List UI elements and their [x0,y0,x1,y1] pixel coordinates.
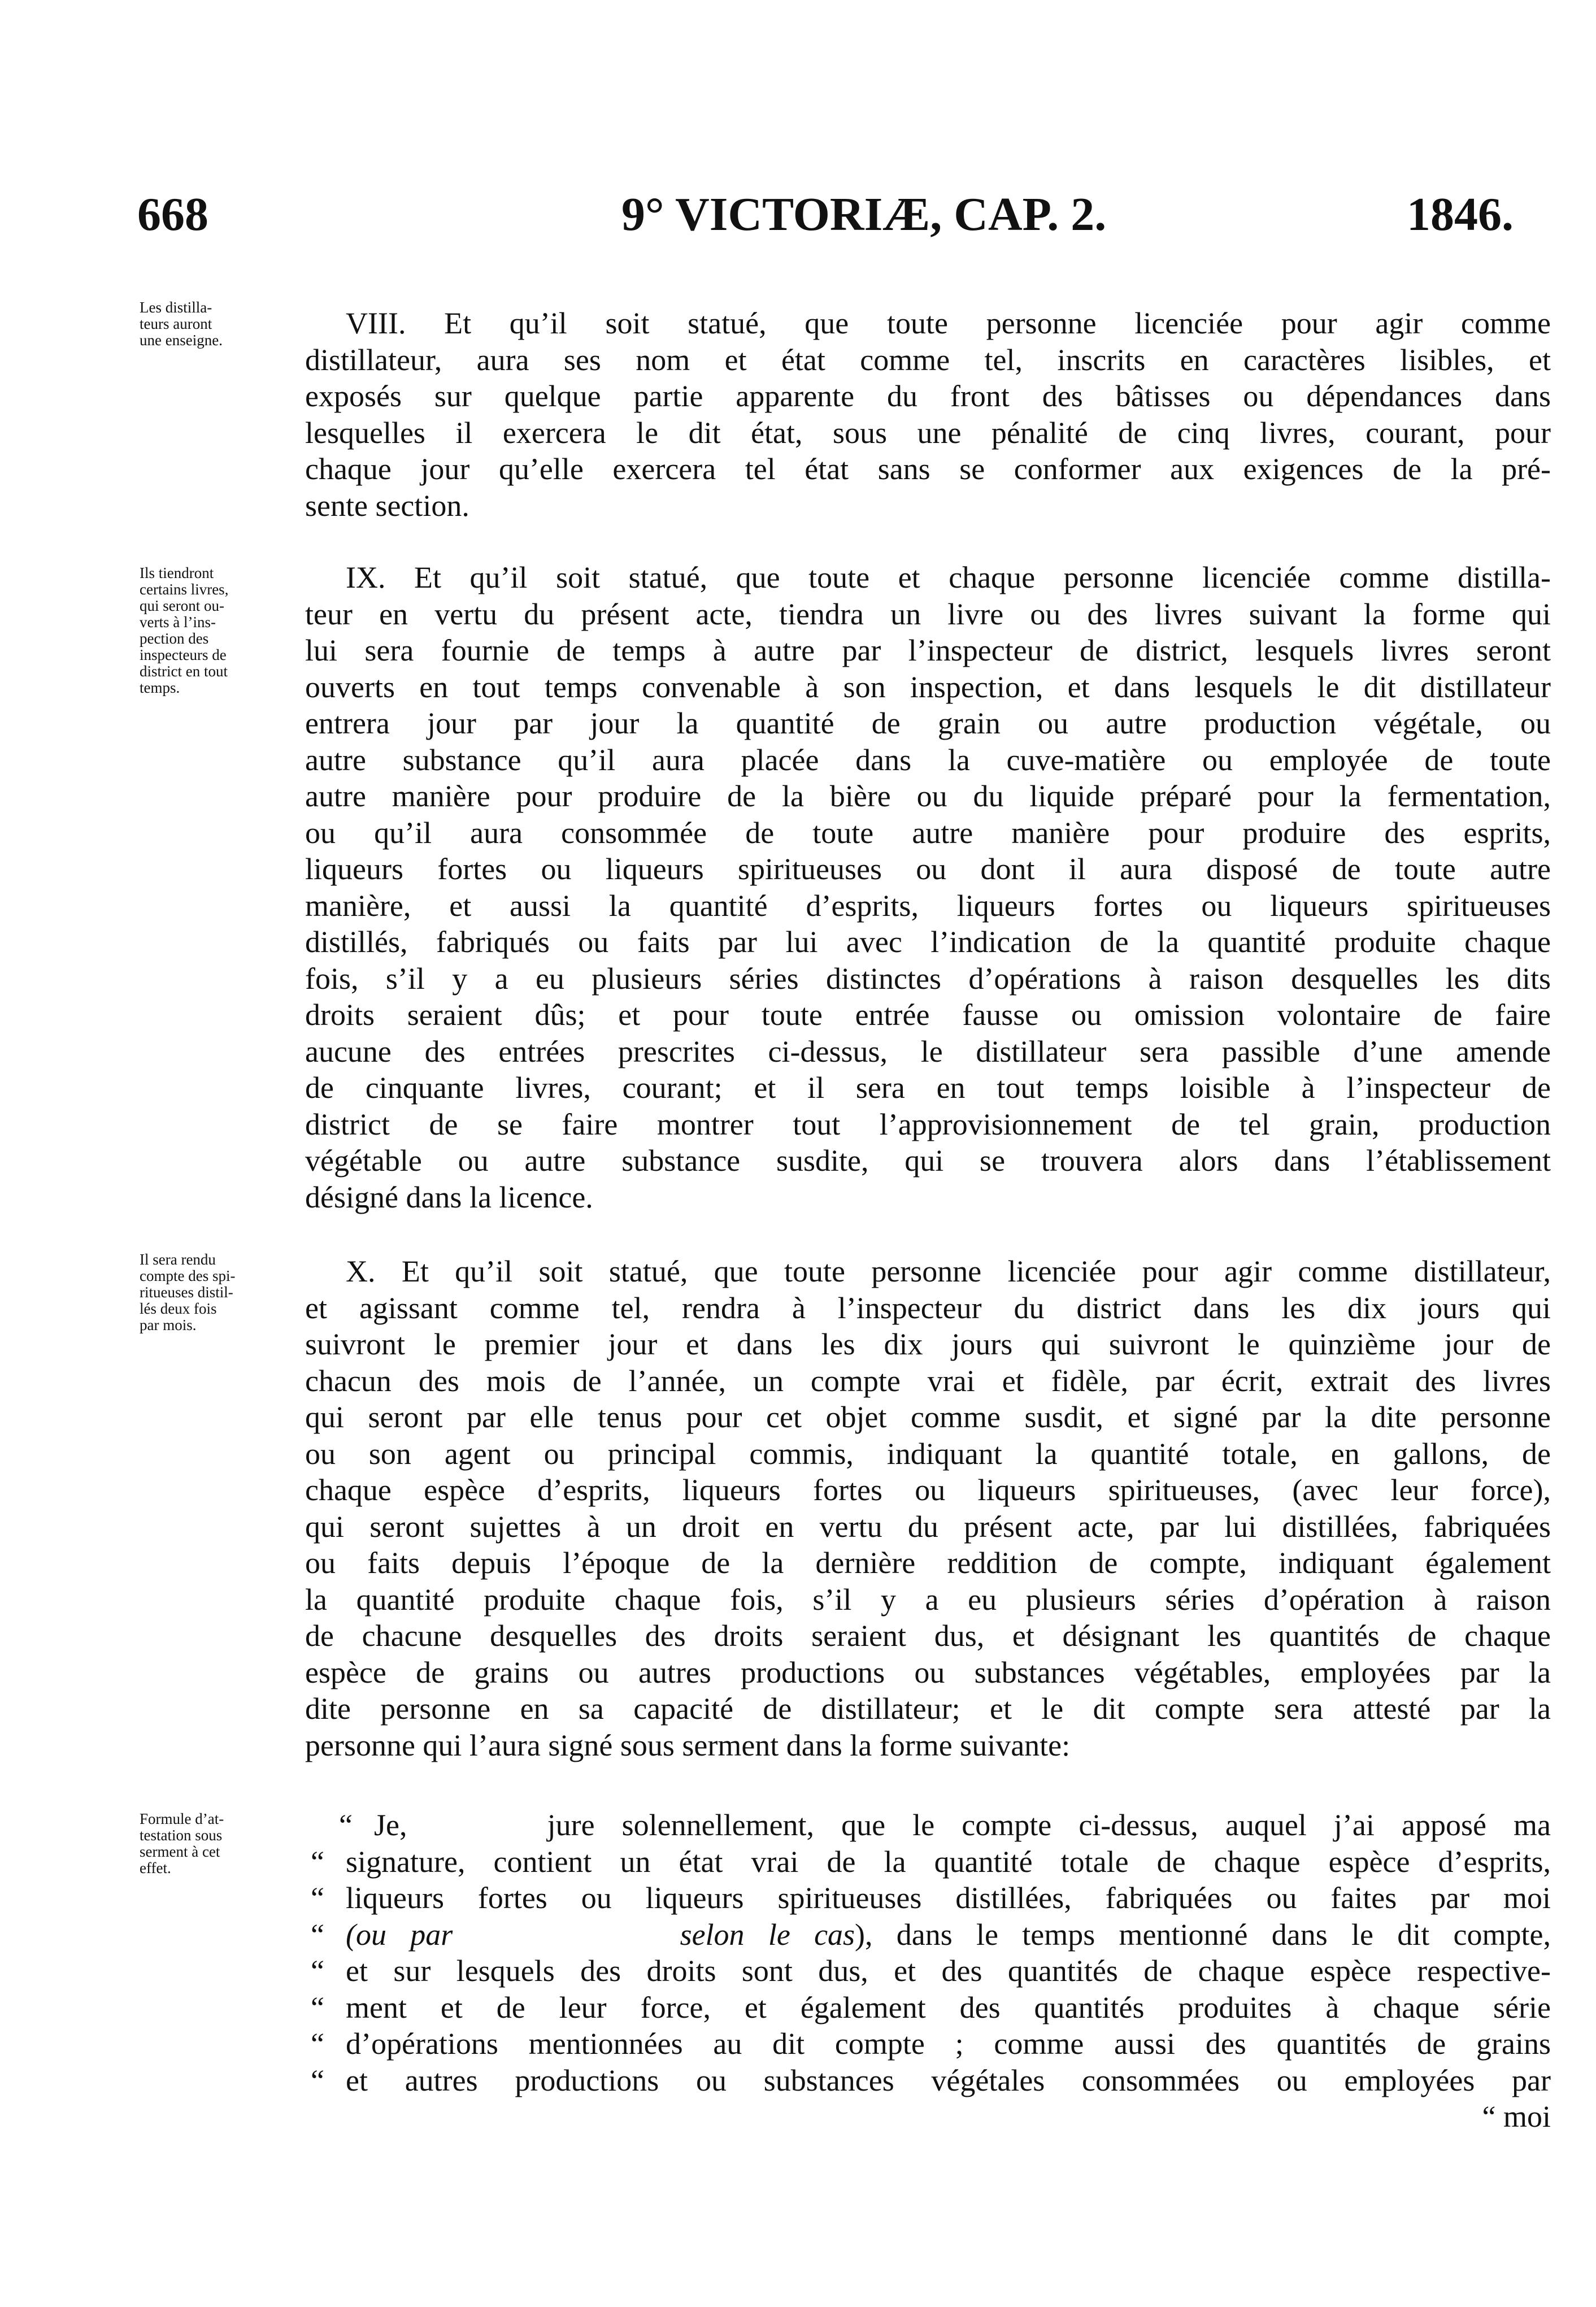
text-line: chaque espèce d’esprits, liqueurs fortes ou liqueurs spiritueuses, (avec leur force), [305,1473,1551,1507]
year: 1846. [1407,188,1514,241]
section-ix [305,559,1551,1215]
text-line: lesquelles il exercera le dit état, sous une pénalité de cinq livres, courant, pour [305,415,1551,450]
margin-note [140,565,292,696]
text-line: X. Et qu’il soit statué, que toute personne licenciée pour agir comme distillateur, [346,1254,1551,1288]
text-segment: Je, [374,1808,407,1842]
text-line: aucune des entrées prescrites ci-dessus, le distillateur sera passible d’une amende [305,1034,1551,1068]
text-line: IX. Et qu’il soit statué, que toute et chaque personne licenciée comme distilla- [346,561,1551,594]
running-title: 9° VICTORIÆ, CAP. 2. [621,188,1107,241]
text-line: autre substance qu’il aura placée dans la cuve-matière ou employée de toute [305,742,1551,777]
quote-mark: “ [311,1917,324,1952]
text-line: personne qui l’aura signé sous serment dans la forme suivante: [305,1728,1071,1762]
margin-note-line: Ils tiendront [140,564,214,581]
section-viii [305,305,1551,524]
margin-note-line: certains livres, [140,581,229,598]
quote-mark: “ [311,1954,324,1988]
text-line: autre manière pour produire de la bière ou du liquide préparé pour la fermentation, [305,779,1551,813]
section-x [305,1253,1551,1763]
margin-note-line: lés deux fois [140,1300,217,1317]
text-line: entrera jour par jour la quantité de grain ou autre production végétale, ou [305,706,1551,740]
text-segment: ), dans le temps mentionné dans le dit compte, [855,1917,1551,1952]
text-line: la quantité produite chaque fois, s’il y a eu plusieurs séries d’opération à raison [305,1582,1551,1617]
margin-note-line: testation sous [140,1827,223,1844]
margin-note [140,1252,292,1333]
text-line: sente section. [305,488,469,523]
text-line: végétable ou autre substance susdite, qui se trouvera alors dans l’établissement [305,1144,1551,1178]
margin-note-line: teurs auront [140,315,212,332]
text-line: ou qu’il aura consommée de toute autre manière pour produire des esprits, [305,815,1551,850]
quote-mark: “ [311,1844,324,1879]
margin-note-line: qui seront ou- [140,597,224,614]
margin-note-line: Il sera rendu [140,1251,216,1268]
page-number: 668 [137,188,208,241]
text-line: liqueurs fortes ou liqueurs spiritueuses ou dont il aura disposé de toute autre [305,852,1551,886]
margin-note-line: effet. [140,1859,171,1876]
catchword: “ moi [1482,2100,1551,2134]
text-line: ou faits depuis l’époque de la dernière reddition de compte, indiquant également [305,1546,1551,1580]
margin-note [140,299,292,349]
margin-note-line: une enseigne. [140,332,223,349]
margin-note-line: Les distilla- [140,299,212,316]
text-line: teur en vertu du présent acte, tiendra un livre ou des livres suivant la forme qui [305,597,1551,631]
margin-note-line: district en tout [140,663,228,680]
text-line: distillés, fabriqués ou faits par lui avec l’indication de la quantité produite chaque [305,925,1551,959]
text-line [374,1807,1551,1844]
margin-note-line: compte des spi- [140,1267,236,1284]
text-line: signature, contient un état vrai de la quantité totale de chaque espèce d’esprits, [346,1844,1551,1879]
quote-mark: “ [339,1808,353,1842]
text-line: ouverts en tout temps convenable à son inspection, et dans lesquels le dit distillateur [305,670,1551,704]
text-line: ment et de leur force, et également des quantités produites à chaque série [346,1990,1551,2024]
text-segment: selon le cas [680,1917,855,1952]
text-line: exposés sur quelque partie apparente du front des bâtisses ou dépendances dans [305,379,1551,413]
margin-note [140,1811,292,1876]
text-line: espèce de grains ou autres productions ou substances végétables, employées par la [305,1655,1551,1689]
text-line: de cinquante livres, courant; et il sera en tout temps loisible à l’inspecteur de [305,1071,1551,1105]
text-line: désigné dans la licence. [305,1180,593,1214]
margin-note-line: ritueuses distil- [140,1284,233,1301]
text-line: qui seront par elle tenus pour cet objet comme susdit, et signé par la dite personne [305,1400,1551,1434]
text-line: et sur lesquels des droits sont dus, et des quantités de chaque espèce respective- [346,1954,1551,1988]
text-line [346,1917,1551,1953]
text-line: qui seront sujettes à un droit en vertu du présent acte, par lui distillées, fabriquées [305,1509,1551,1544]
quote-mark: “ [311,1881,324,1915]
margin-note-line: par mois. [140,1317,197,1333]
text-line: chacun des mois de l’année, un compte vrai et fidèle, par écrit, extrait des livres [305,1363,1551,1398]
text-segment: jure solennellement, que le compte ci-dessus, auquel j’ai apposé ma [547,1808,1551,1842]
margin-note-line: Formule d’at- [140,1810,224,1827]
margin-note-line: verts à l’ins- [140,614,216,631]
text-line: chaque jour qu’elle exercera tel état sans se conformer aux exigences de la pré- [305,452,1551,486]
quote-mark: “ [311,2063,324,2097]
text-line: et agissant comme tel, rendra à l’inspecteur du district dans les dix jours qui [305,1291,1551,1325]
margin-note-line: temps. [140,679,180,696]
text-line: distillateur, aura ses nom et état comme tel, inscrits en caractères lisibles, et [305,342,1551,377]
text-line: d’opérations mentionnées au dit compte ; comme aussi des quantités de grains [346,2027,1551,2061]
text-line: et autres productions ou substances végétales consommées ou employées par [346,2063,1551,2097]
margin-note-line: serment à cet [140,1843,220,1860]
quote-mark: “ [311,2027,324,2061]
text-line: ou son agent ou principal commis, indiquant la quantité totale, en gallons, de [305,1436,1551,1471]
text-line: district de se faire montrer tout l’approvisionnement de tel grain, production [305,1107,1551,1141]
text-line: de chacune desquelles des droits seraient dus, et désignant les quantités de chaque [305,1619,1551,1653]
margin-note-line: pection des [140,630,209,647]
text-line: liqueurs fortes ou liqueurs spiritueuses distillées, fabriquées ou faites par moi [346,1881,1551,1915]
text-line: dite personne en sa capacité de distillateur; et le dit compte sera attesté par la [305,1692,1551,1726]
oath-formula [311,1807,1551,2135]
text-line: droits seraient dûs; et pour toute entrée fausse ou omission volontaire de faire [305,998,1551,1032]
text-line: manière, et aussi la quantité d’esprits, liqueurs fortes ou liqueurs spiritueuses [305,888,1551,923]
text-line: lui sera fournie de temps à autre par l’inspecteur de district, lesquels livres seront [305,633,1551,667]
margin-note-line: inspecteurs de [140,646,227,663]
text-line: fois, s’il y a eu plusieurs séries distinctes d’opérations à raison desquelles les dits [305,961,1551,996]
text-line: suivront le premier jour et dans les dix jours qui suivront le quinzième jour de [305,1327,1551,1361]
text-line: VIII. Et qu’il soit statué, que toute personne licenciée pour agir comme [346,306,1551,340]
quote-mark: “ [311,1990,324,2024]
text-segment: (ou par [346,1917,453,1952]
